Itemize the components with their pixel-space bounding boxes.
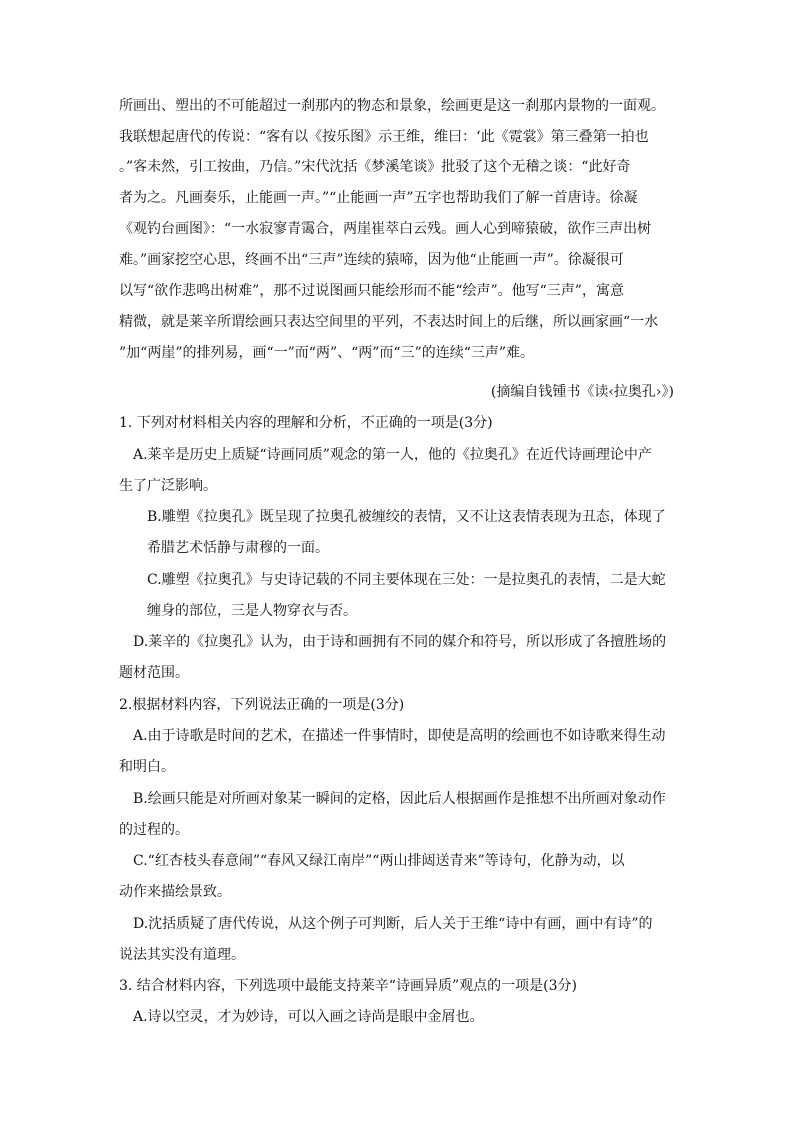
question-1-option-c-cont: 缠身的部位，三是人物穿衣与否。 [147, 603, 357, 619]
question-3-stem: 3. 结合材料内容，下列选项中最能支持莱辛“诗画异质”观点的一项是(3分) [119, 978, 577, 994]
question-2-option-b: B.绘画只能是对所画对象某一瞬间的定格，因此后人根据画作是推想不出所画对象动作 [133, 791, 666, 807]
question-2-option-a-cont: 和明白。 [119, 759, 175, 775]
source-citation: (摘编自钱锺书《读‹拉奥孔›》) [490, 384, 674, 400]
passage-line-2: 我联想起唐代的传说：“客有以《按乐图》示王维，维曰：‘此《霓裳》第三叠第一拍也 [119, 129, 649, 145]
passage-line-5: 《观钓台画图》：“一水寂寥青霭合，两崖崔萃白云残。画人心到啼猿破，欲作三声出树 [119, 221, 652, 237]
question-2-option-d-cont: 说法其实没有道理。 [119, 947, 245, 963]
question-1-option-d: D.莱辛的《拉奥孔》认为，由于诗和画拥有不同的媒介和符号，所以形成了各擅胜场的 [133, 634, 667, 650]
passage-line-1: 所画出、塑出的不可能超过一刹那内的物态和景象，绘画更是这一刹那内景物的一面观。 [119, 98, 665, 114]
question-1-stem: 1. 下列对材料相关内容的理解和分析，不正确的一项是(3分) [119, 415, 493, 431]
question-2-stem: 2.根据材料内容，下列说法正确的一项是(3分) [119, 697, 405, 713]
question-1-option-a-cont: 生了广泛影响。 [119, 478, 217, 494]
passage-line-4: 者为之。凡画奏乐，止能画一声。”“止能画一声”五字也帮助我们了解一首唐诗。徐凝 [119, 190, 638, 206]
question-2-option-c-cont: 动作来描绘景致。 [119, 884, 231, 900]
question-1-option-b-cont: 希腊艺术恬静与肃穆的一面。 [147, 540, 329, 556]
passage-line-6: 难。”画家挖空心思，终画不出“三声”连续的猿啼，因为他“止能画一声”。徐凝很可 [119, 252, 624, 268]
question-1-option-d-cont: 题材范围。 [119, 665, 189, 681]
passage-line-7: 以写“欲作悲鸣出树难”，那不过说图画只能绘形而不能“绘声”。他写“三声”，寓意 [119, 283, 624, 299]
question-3-option-a: A.诗以空灵，才为妙诗，可以入画之诗尚是眼中金屑也。 [133, 1009, 484, 1025]
question-1-option-c: C.雕塑《拉奥孔》与史诗记载的不同主要体现在三处：一是拉奥孔的表情，二是大蛇 [147, 572, 666, 588]
question-2-option-a: A.由于诗歌是时间的艺术，在描述一件事情时，即使是高明的绘画也不如诗歌来得生动 [133, 728, 666, 744]
passage-line-9: ”加“两崖”的排列易，画“一”而“两”、“两”而“三”的连续“三声”难。 [119, 345, 535, 361]
question-1-option-a: A.莱辛是历史上质疑“诗画同质”观念的第一人，他的《拉奥孔》在近代诗画理论中产 [133, 447, 652, 463]
question-2-option-d: D.沈括质疑了唐代传说，从这个例子可判断，后人关于王维“诗中有画，画中有诗”的 [133, 916, 653, 932]
question-2-option-c: C.“红杏枝头春意闹”“春风又绿江南岸”“两山排闼送青来”等诗句，化静为动，以 [133, 853, 625, 869]
question-2-option-b-cont: 的过程的。 [119, 822, 189, 838]
question-1-option-b: B.雕塑《拉奥孔》既呈现了拉奥孔被缠绞的表情，又不让这表情表现为丑态，体现了 [147, 509, 666, 525]
passage-line-3: 。”客未然，引工按曲，乃信。”宋代沈括《梦溪笔谈》批驳了这个无稽之谈：“此好奇 [119, 159, 631, 175]
passage-line-8: 精微，就是莱辛所谓绘画只表达空间里的平列，不表达时间上的后继，所以画家画“一水 [119, 314, 659, 330]
